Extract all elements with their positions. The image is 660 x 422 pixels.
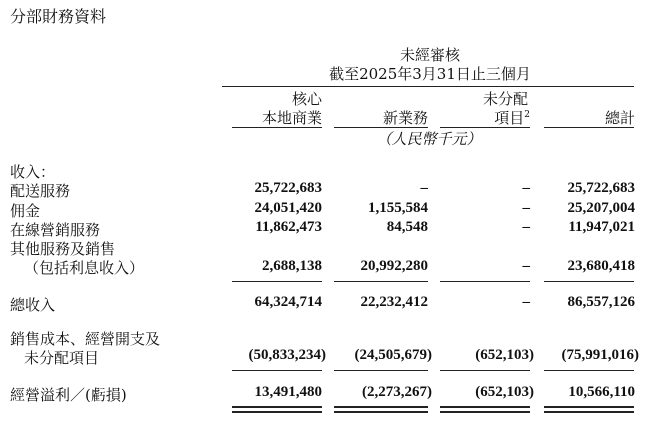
col-core-rule	[232, 127, 322, 128]
page-title: 分部財務資料	[10, 7, 107, 26]
cell: 23,680,418	[567, 258, 635, 274]
subtotal-rule	[544, 281, 634, 282]
col-unalloc-line1: 未分配	[482, 90, 528, 108]
unit-label: （人民幣千元）	[376, 130, 482, 148]
cell: 20,992,280	[360, 258, 428, 274]
cell: –	[522, 200, 530, 216]
total-double-rule	[440, 411, 530, 413]
subtotal-rule	[544, 370, 634, 371]
cell: (75,991,016)	[561, 347, 639, 363]
cell: 24,051,420	[254, 200, 322, 216]
col-total-rule	[544, 127, 634, 128]
row-label-other: 其他服務及銷售	[10, 240, 116, 258]
cell: 13,491,480	[254, 384, 322, 400]
subtotal-rule	[334, 370, 428, 371]
total-double-rule	[232, 406, 322, 408]
cell: –	[522, 180, 530, 196]
cell: 11,862,473	[255, 219, 322, 235]
subtotal-rule	[440, 370, 530, 371]
cell: 22,232,412	[360, 294, 428, 310]
row-label-other-sub: （包括利息收入）	[24, 259, 145, 277]
total-double-rule	[440, 406, 530, 408]
col-total-line2: 總計	[604, 109, 635, 127]
row-label-costs: 銷售成本、經營開支及	[10, 330, 161, 348]
subtotal-rule	[440, 281, 530, 282]
row-label-operating: 經營溢利／(虧損)	[10, 386, 127, 404]
cell: 25,207,004	[567, 200, 635, 216]
cell: –	[522, 258, 530, 274]
header-rule	[222, 86, 634, 87]
cell: 64,324,714	[254, 294, 322, 310]
total-double-rule	[334, 406, 428, 408]
subtotal-rule	[232, 281, 322, 282]
row-label-delivery: 配送服務	[10, 182, 71, 200]
cell: (2,273,267)	[362, 384, 432, 400]
col-core-line2: 本地商業	[261, 109, 322, 127]
total-double-rule	[544, 406, 634, 408]
cell: 84,548	[386, 219, 428, 235]
cell: (24,505,679)	[354, 347, 432, 363]
cell: (652,103)	[475, 384, 534, 400]
cell: 86,557,126	[567, 294, 635, 310]
row-label-costs-sub: 未分配項目	[24, 349, 100, 367]
subtotal-rule	[334, 281, 428, 282]
subtotal-rule	[232, 370, 322, 371]
section-revenue: 收入：	[10, 163, 56, 181]
cell: 1,155,584	[368, 200, 428, 216]
row-label-total-revenue: 總收入	[10, 296, 56, 314]
total-double-rule	[334, 411, 428, 413]
col-core-line1: 核心	[291, 90, 322, 108]
cell: –	[522, 294, 530, 310]
cell: (50,833,234)	[248, 347, 326, 363]
cell: 2,688,138	[262, 258, 322, 274]
cell: 10,566,110	[568, 384, 635, 400]
cell: 11,947,021	[568, 219, 635, 235]
row-label-commission: 佣金	[10, 202, 41, 220]
cell: 25,722,683	[254, 180, 322, 196]
total-double-rule	[544, 411, 634, 413]
cell: –	[420, 180, 428, 196]
cell: 25,722,683	[567, 180, 635, 196]
audit-label: 未經審核	[399, 46, 460, 64]
row-label-marketing: 在線營銷服務	[10, 221, 101, 239]
total-double-rule	[232, 411, 322, 413]
col-new-line2: 新業務	[382, 109, 428, 127]
col-unalloc-line2: 項目$^2$	[494, 109, 530, 127]
cell: –	[522, 219, 530, 235]
cell: (652,103)	[475, 347, 534, 363]
period-label: 截至2025年3月31日止三個月	[329, 65, 531, 83]
